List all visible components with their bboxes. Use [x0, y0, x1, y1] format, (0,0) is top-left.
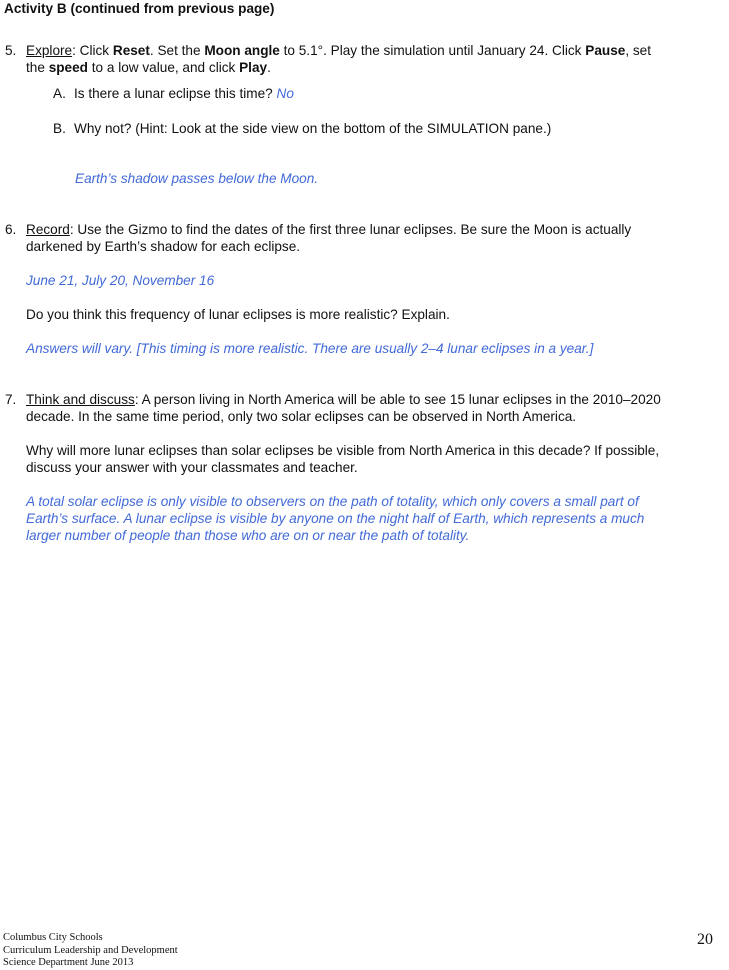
question-6-text: Record: Use the Gizmo to find the dates of the first three lunar eclipses. Be sure the Moon is actually darkened by Earth’s shadow for each eclipse.: [26, 222, 632, 254]
footer-school: Columbus City Schools: [3, 932, 103, 943]
subquestion-letter: B.: [53, 121, 66, 136]
question-number: 5.: [5, 43, 17, 58]
discussion-question: Why will more lunar eclipses than solar eclipses be visible from North America in this decade? If possible, discuss your answer with your classmates and teacher.: [26, 443, 660, 475]
question-7-text: Think and discuss: A person living in North America will be able to see 15 lunar eclipses in the 2010–2020 decade. In the same time period, only two solar eclipses can be observed in North America.: [26, 392, 661, 424]
footer-department: Curriculum Leadership and Development: [3, 944, 178, 956]
section-heading: Activity B (continued from previous page): [4, 1, 275, 16]
answer-text: Answers will vary. [This timing is more realistic. There are usually 2–4 lunar eclipses in a year.]: [26, 341, 594, 356]
footer-date: Science Department June 2013: [3, 957, 134, 968]
subquestion-b: Why not? (Hint: Look at the side view on the bottom of the SIMULATION pane.): [74, 121, 552, 136]
answer-text: June 21, July 20, November 16: [26, 273, 215, 288]
answer-text: Earth’s shadow passes below the Moon.: [75, 171, 319, 186]
question-label: Explore: [26, 43, 73, 58]
question-label: Record: [26, 222, 70, 237]
followup-question: Do you think this frequency of lunar eclipses is more realistic? Explain.: [26, 307, 450, 322]
question-label: Think and discuss: [26, 392, 135, 407]
answer-text: No: [276, 86, 294, 101]
answer-text: A total solar eclipse is only visible to observers on the path of totality, which only covers a small part of Earth’s surface. A lunar eclipse is visible by anyone on the night half of Earth, which represents a much larger number of people than those who are on or near the path of totality.: [26, 494, 645, 543]
page-number: 20: [697, 931, 713, 948]
page-footer: [3, 932, 178, 970]
question-number: 7.: [5, 392, 17, 407]
subquestion-a: Is there a lunar eclipse this time? No: [74, 86, 294, 101]
subquestion-letter: A.: [53, 86, 66, 101]
question-5-text: Explore: Click Reset. Set the Moon angle to 5.1°. Play the simulation until January 24. Click Pause, set the speed to a low value, and click Play.: [26, 43, 652, 75]
question-number: 6.: [5, 222, 17, 237]
